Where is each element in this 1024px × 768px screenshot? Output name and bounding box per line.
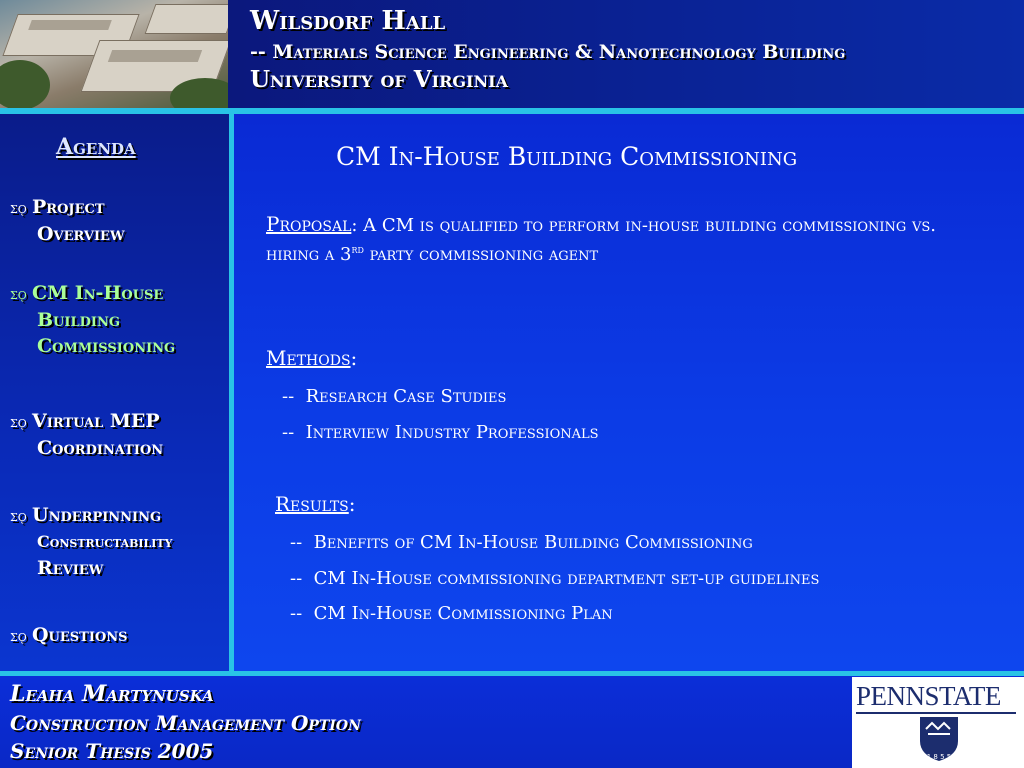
agenda-item-questions[interactable] [10, 622, 128, 649]
agenda-item-label: Coordination [37, 437, 164, 459]
results-item [290, 603, 613, 624]
results-item [290, 532, 753, 553]
bullet-icon: σǫ [10, 627, 27, 645]
agenda-item-underpinning[interactable] [10, 502, 172, 581]
shield-year: 1 8 5 5 [926, 753, 952, 761]
results-item [290, 568, 819, 589]
slide-title: CM In-House Building Commissioning [336, 142, 798, 171]
agenda-item-label: CM In-House [32, 282, 164, 304]
agenda-item-label: Project [32, 196, 105, 218]
agenda-item-label: Underpinning [32, 504, 162, 526]
results-label: Results [275, 492, 349, 516]
agenda-item-label: Overview [37, 223, 125, 245]
proposal-label: Proposal [266, 212, 352, 236]
agenda-item-project-overview[interactable] [10, 194, 125, 247]
bullet-icon: σǫ [10, 199, 27, 217]
methods-item-text: Research Case Studies [305, 386, 507, 407]
dash: -- [290, 568, 303, 589]
dash: -- [282, 386, 295, 407]
agenda-heading: Agenda [56, 134, 136, 160]
methods-label: Methods [266, 346, 351, 370]
agenda-item-label: Commissioning [37, 335, 176, 357]
bullet-icon: σǫ [10, 507, 27, 525]
building-photo [0, 0, 228, 108]
pennstate-logo [852, 677, 1024, 768]
building-title: Wilsdorf Hall [250, 6, 446, 36]
bullet-icon: σǫ [10, 413, 27, 431]
option-label: Construction Management Option [10, 711, 361, 735]
agenda-item-label: Constructability [37, 532, 173, 551]
agenda-item-virtual-mep[interactable] [10, 408, 163, 461]
methods-heading: Methods: [266, 346, 358, 370]
author-name: Leaha Martynuska [10, 681, 214, 707]
proposal-paragraph [266, 212, 956, 267]
methods-item [282, 422, 599, 443]
dash: -- [282, 422, 295, 443]
dash: -- [290, 532, 303, 553]
results-item-text: Benefits of CM In-House Building Commissioning [313, 532, 753, 553]
agenda-item-label: Virtual MEP [32, 410, 160, 432]
thesis-label: Senior Thesis 2005 [10, 739, 214, 763]
agenda-item-label: Building [37, 309, 120, 331]
agenda-item-label: Questions [32, 624, 128, 646]
proposal-text-end: party commissioning agent [363, 244, 599, 265]
agenda-item-cm-in-house-commissioning[interactable] [10, 280, 175, 359]
proposal-superscript: rd [351, 243, 364, 256]
bullet-icon: σǫ [10, 285, 27, 303]
results-item-text: CM In-House Commissioning Plan [313, 603, 613, 624]
dash: -- [290, 603, 303, 624]
building-subtitle: -- Materials Science Engineering & Nanotechnology Building [250, 41, 846, 63]
results-heading: Results: [275, 492, 356, 516]
proposal-text: : A CM is qualified to perform in-house building commissioning vs. hiring a 3 [266, 215, 937, 265]
results-item-text: CM In-House commissioning department set-up guidelines [313, 568, 820, 589]
pennstate-wordmark: PENNSTATE [856, 681, 1001, 711]
logo-rule [856, 712, 1016, 714]
university-name: University of Virginia [250, 66, 509, 93]
methods-item [282, 386, 506, 407]
methods-item-text: Interview Industry Professionals [305, 422, 599, 443]
agenda-item-label: Review [37, 557, 104, 579]
